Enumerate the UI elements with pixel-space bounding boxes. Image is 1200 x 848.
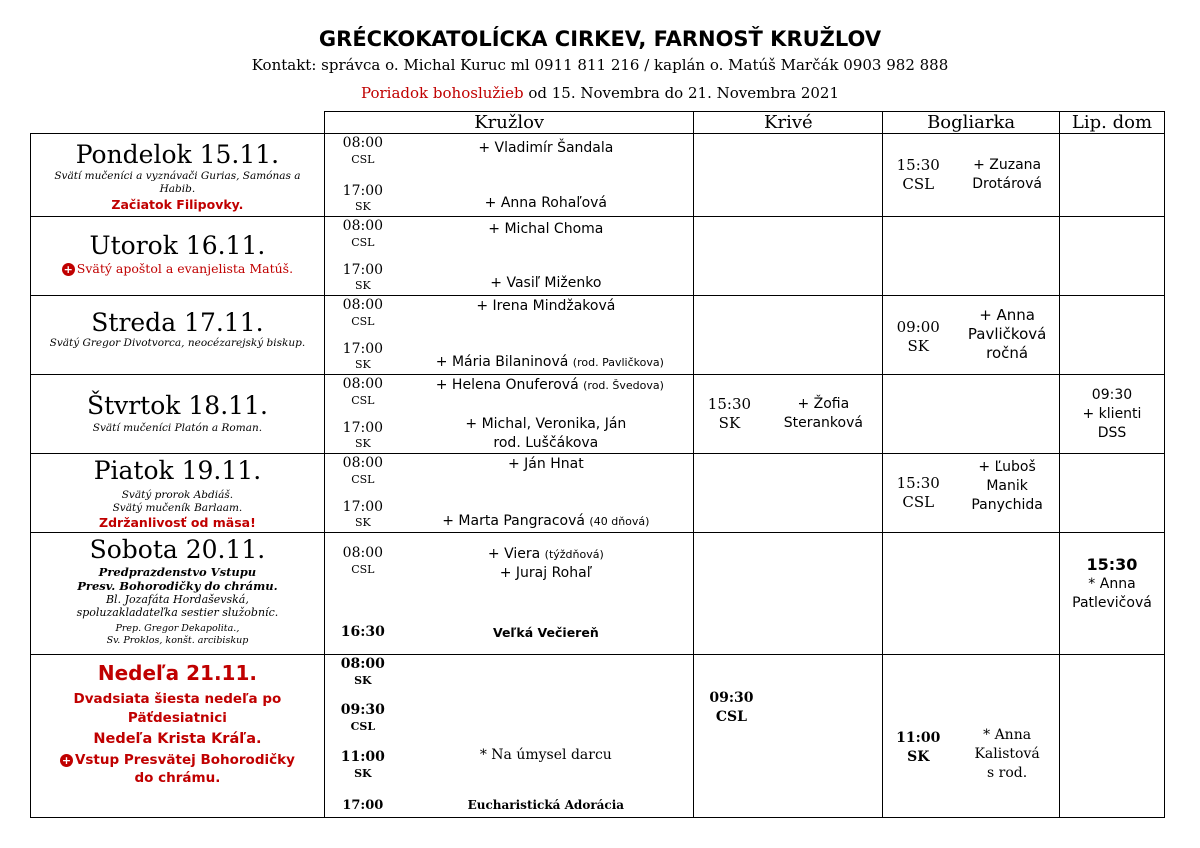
day-note: Začiatok Filipovky.: [111, 197, 244, 212]
bogliarka-time: 11:00 SK: [896, 730, 941, 765]
header-row: [31, 112, 1165, 134]
bogliarka-time: 09:00 SK: [896, 318, 940, 355]
intention: * Na úmysel darcu: [479, 747, 612, 763]
day-row-sunday: [31, 655, 1165, 818]
bogliarka-intention: + Ľuboš Manik Panychida: [971, 459, 1043, 513]
day-row-monday: [31, 134, 1165, 217]
feast-text: Svätí mučeníci Platón a Roman.: [92, 422, 263, 434]
service-time: 17:00: [342, 798, 384, 813]
service-time: 08:00: [342, 455, 384, 471]
intention: + Irena Mindžaková: [476, 298, 616, 314]
service-time: 08:00: [342, 376, 384, 392]
bogliarka-intention: + Zuzana Drotárová: [972, 157, 1042, 192]
intention: + Anna Rohaľová: [484, 195, 608, 211]
col-bogliarka: Bogliarka: [883, 112, 1060, 134]
cross-icon: +: [63, 263, 73, 276]
day-title: Sobota 20.11.: [89, 535, 266, 564]
service-rite: CSL: [351, 315, 375, 328]
feast-text: + Vstup Presvätej Bohorodičky do chrámu.: [61, 752, 295, 786]
service-time: 17:00: [342, 183, 384, 199]
service-rite: CSL: [350, 720, 376, 733]
service-time: 17:00: [342, 341, 384, 357]
cross-icon: +: [61, 753, 72, 767]
intention: + Vladimír Šandala: [478, 140, 614, 156]
feast-text: Bl. Jozafáta Hordaševská, spoluzakladateľka sestier služobníc.: [76, 593, 279, 619]
service-rite: SK: [354, 674, 372, 687]
krive-time: 15:30 SK: [707, 395, 752, 432]
contact-line: Kontakt: správca o. Michal Kuruc ml 0911 811 216 / kaplán o. Matúš Marčák 0903 982 888: [251, 56, 949, 74]
intention: + Michal Choma: [488, 221, 604, 237]
service-time: 11:00: [340, 749, 385, 765]
day-title: Nedeľa 21.11.: [97, 661, 257, 685]
lip-dom-time: 15:30: [1086, 555, 1138, 574]
feast-text: Svätý prorok Abdiáš.: [121, 489, 234, 501]
intention: + Viera (týždňová) + Juraj Rohaľ: [487, 546, 604, 581]
day-note: Zdržanlivosť od mäsa!: [99, 515, 256, 530]
col-lip-dom: Lip. dom: [1059, 112, 1164, 134]
service-rite: SK: [354, 516, 371, 529]
day-title: Streda 17.11.: [91, 308, 264, 337]
intention: + Marta Pangracová (40 dňová): [442, 513, 650, 529]
intention: + Ján Hnat: [508, 456, 584, 472]
header-blank: [31, 112, 325, 134]
intention: Eucharistická Adorácia: [467, 798, 625, 812]
bogliarka-time: 15:30 CSL: [896, 156, 940, 193]
page-title: GRÉCKOKATOLÍCKA CIRKEV, FARNOSŤ KRUŽLOV: [318, 27, 882, 51]
day-row-friday: [31, 454, 1165, 533]
service-time: 08:00: [342, 545, 384, 561]
service-rite: SK: [354, 437, 371, 450]
intention: + Michal, Veronika, Ján rod. Luščákova: [465, 416, 627, 451]
service-time: 09:30: [340, 702, 385, 718]
service-rite: SK: [354, 767, 372, 780]
schedule-label: Poriadok bohoslužieb: [361, 84, 524, 102]
service-time: 08:00: [340, 656, 385, 672]
service-time: 17:00: [342, 499, 384, 515]
krive-intention: + Žofia Steranková: [783, 396, 863, 431]
col-kruzlov: Kružlov: [324, 112, 694, 134]
intention: Veľká Večiereň: [492, 625, 599, 640]
schedule-table: [30, 111, 1165, 818]
day-title: Utorok 16.11.: [89, 231, 266, 260]
feast-text: + Svätý apoštol a evanjelista Matúš.: [63, 261, 294, 276]
service-rite: SK: [354, 200, 371, 213]
col-krive: Krivé: [694, 112, 883, 134]
feast-text: Predprazdenstvo Vstupu Presv. Bohorodičky do chrámu.: [77, 565, 278, 593]
day-row-saturday: [31, 533, 1165, 655]
service-time: 17:00: [342, 420, 384, 436]
lip-dom-intention: * Anna Patlevičová: [1072, 576, 1152, 611]
service-rite: CSL: [351, 153, 375, 166]
service-time: 17:00: [342, 262, 384, 278]
service-time: 08:00: [342, 135, 384, 151]
schedule-dates: od 15. Novembra do 21. Novembra 2021: [523, 84, 839, 102]
lip-dom-intention: 09:30 + klienti DSS: [1082, 387, 1142, 441]
day-row-tuesday: [31, 217, 1165, 296]
service-time: 16:30: [340, 624, 385, 640]
service-rite: SK: [354, 358, 371, 371]
service-rite: CSL: [351, 236, 375, 249]
service-rite: CSL: [351, 394, 375, 407]
service-time: 08:00: [342, 218, 384, 234]
feast-text: Prep. Gregor Dekapolita., Sv. Proklos, konšt. arcibiskup: [106, 623, 249, 646]
bogliarka-intention: + Anna Pavličková ročná: [967, 306, 1047, 362]
bogliarka-time: 15:30 CSL: [896, 474, 940, 511]
day-title: Štvrtok 18.11.: [86, 391, 268, 420]
krive-time: 09:30 CSL: [709, 690, 754, 725]
feast-text: Nedeľa Krista Kráľa.: [93, 731, 262, 747]
schedule-period: [0, 84, 1200, 102]
feast-text: Svätý Gregor Divotvorca, neocézarejský biskup.: [49, 337, 306, 349]
day-row-thursday: [31, 375, 1165, 454]
service-time: 08:00: [342, 297, 384, 313]
service-rite: SK: [354, 279, 371, 292]
intention: + Vasiľ Miženko: [490, 275, 602, 291]
service-rite: CSL: [351, 473, 375, 486]
day-title: Piatok 19.11.: [93, 456, 262, 485]
feast-text: Svätý mučeník Barlaam.: [112, 502, 243, 514]
intention: + Helena Onuferová (rod. Švedova): [435, 377, 664, 393]
intention: + Mária Bilaninová (rod. Pavličkova): [435, 354, 664, 370]
day-title: Pondelok 15.11.: [75, 140, 280, 169]
day-row-wednesday: [31, 296, 1165, 375]
feast-text: Dvadsiata šiesta nedeľa po Päťdesiatnici: [73, 691, 282, 726]
feast-text: Svätí mučeníci a vyznávači Gurias, Samónas a Habib.: [54, 170, 301, 195]
service-rite: CSL: [351, 563, 375, 576]
bogliarka-intention: * Anna Kalistová s rod.: [974, 727, 1040, 781]
